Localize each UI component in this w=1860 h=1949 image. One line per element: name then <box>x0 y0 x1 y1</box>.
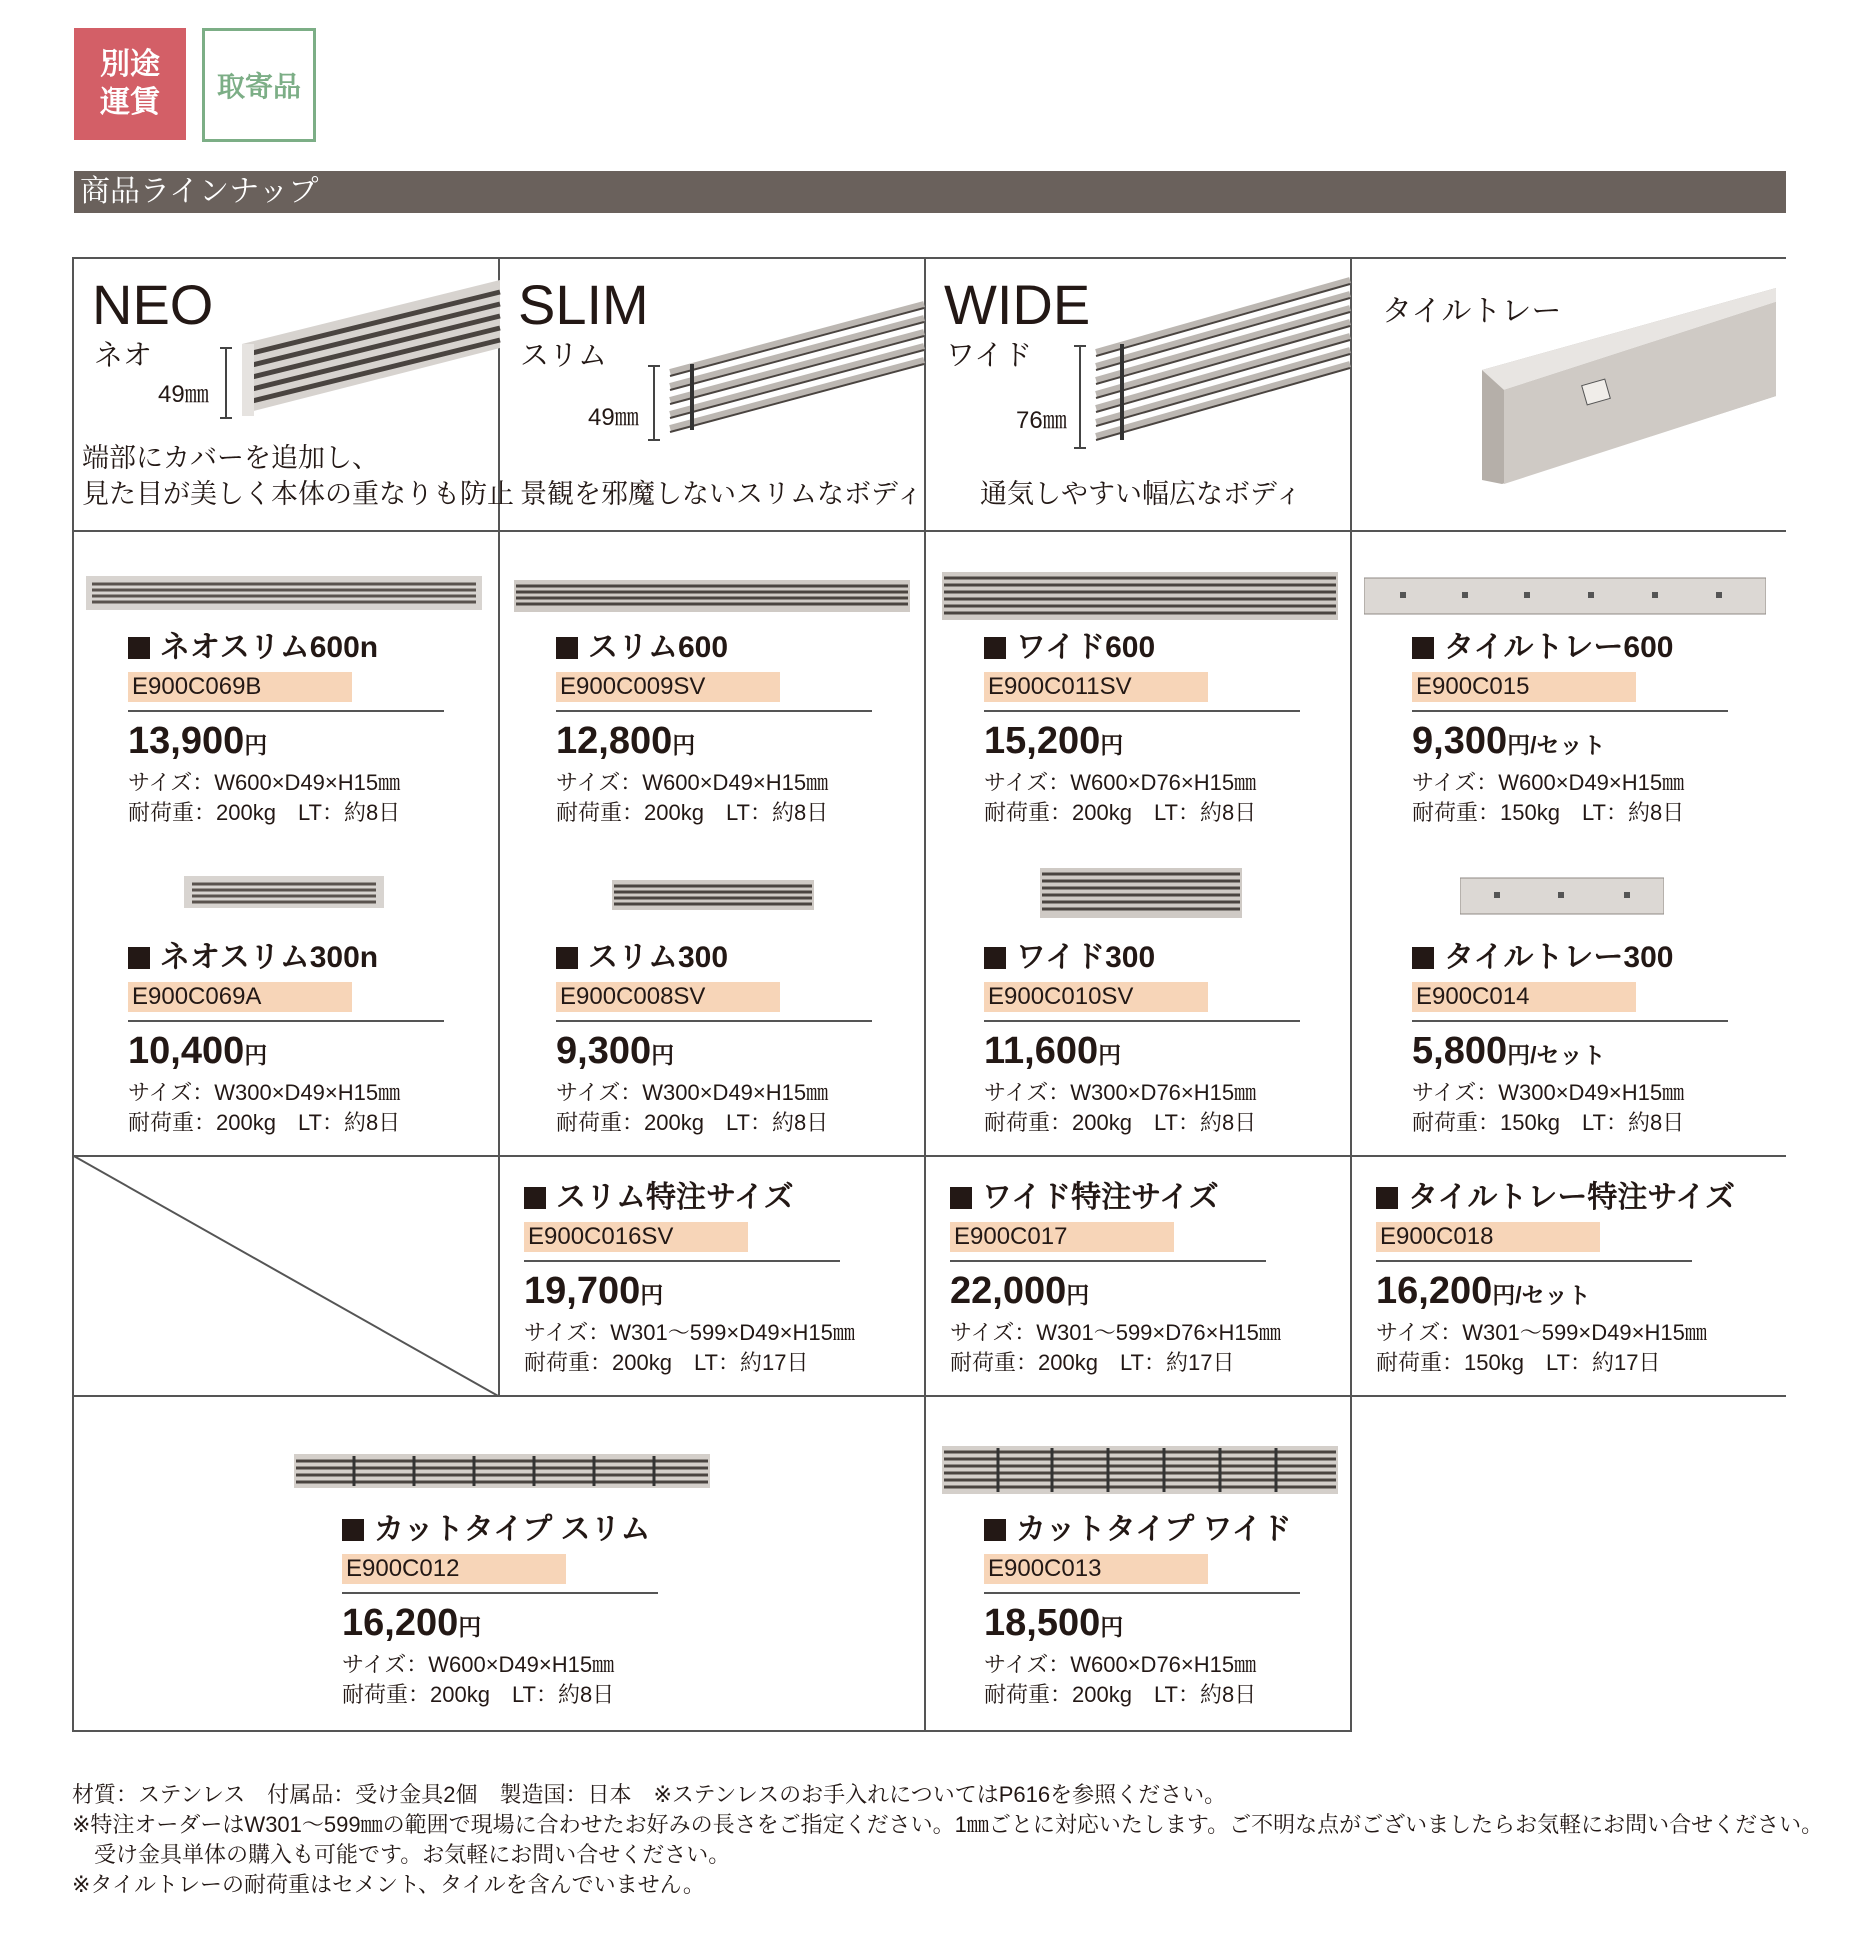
product-price <box>556 1028 876 1078</box>
product-load: 耐荷重：200kg LT：約8日 <box>556 800 829 825</box>
product-cut-wide <box>984 1510 1304 1710</box>
slim-grating-image <box>642 280 926 450</box>
product-name-text: スリム600 <box>588 631 729 664</box>
price-unit: 円 <box>1507 732 1531 758</box>
product-name <box>342 1510 662 1550</box>
product-wide-300 <box>984 938 1304 1138</box>
table-rule <box>924 257 926 1732</box>
product-image <box>1460 876 1664 916</box>
price-value: 22,000 <box>950 1270 1067 1312</box>
footnote-line: ※タイルトレーの耐荷重はセメント、タイルを含んでいません。 <box>72 1872 705 1897</box>
divider <box>984 1592 1300 1594</box>
table-rule <box>72 257 1786 259</box>
product-load: 耐荷重：200kg LT：約8日 <box>128 1110 401 1135</box>
separate-freight-badge <box>74 28 186 140</box>
product-price <box>556 718 876 768</box>
product-size: サイズ：W300×D76×H15㎜ <box>984 1080 1257 1105</box>
product-name-text: タイルトレー300 <box>1444 941 1674 974</box>
price-unit: 円 <box>1098 1042 1122 1068</box>
divider <box>556 710 872 712</box>
price-value: 13,900 <box>128 720 245 762</box>
product-load: 耐荷重：150kg LT：約8日 <box>1412 1110 1685 1135</box>
product-slim-300 <box>556 938 876 1138</box>
price-value: 15,200 <box>984 720 1101 762</box>
product-load: 耐荷重：200kg LT：約8日 <box>128 800 401 825</box>
product-code: E900C017 <box>950 1222 1174 1252</box>
product-name <box>128 938 448 978</box>
order-item-badge: 取寄品 <box>202 28 316 142</box>
product-price <box>128 718 448 768</box>
product-load: 耐荷重：200kg LT：約17日 <box>524 1350 809 1375</box>
bullet-square-icon <box>128 947 150 969</box>
price-unit: 円 <box>458 1614 482 1640</box>
product-image <box>294 1452 710 1490</box>
table-rule <box>72 530 1786 532</box>
price-unit: 円 <box>640 1282 664 1308</box>
product-name-text: ワイド300 <box>1016 941 1156 974</box>
badge-line-1: 別途 <box>100 48 160 81</box>
product-tile-tray-custom <box>1376 1178 1735 1378</box>
divider <box>1412 1020 1728 1022</box>
product-price <box>524 1268 844 1318</box>
product-image <box>1040 866 1242 920</box>
price-value: 19,700 <box>524 1270 641 1312</box>
divider <box>984 710 1300 712</box>
product-code: E900C013 <box>984 1554 1208 1584</box>
product-name-text: スリム300 <box>588 941 729 974</box>
product-size: サイズ：W600×D49×H15㎜ <box>1412 770 1685 795</box>
product-price <box>1412 1028 1732 1078</box>
price-unit: 円 <box>244 732 268 758</box>
product-price <box>1376 1268 1696 1318</box>
neo-grating-image <box>212 278 502 428</box>
product-code: E900C009SV <box>556 672 780 702</box>
table-rule <box>1350 257 1352 1732</box>
bullet-square-icon <box>524 1187 546 1209</box>
divider <box>128 710 444 712</box>
product-name-text: ネオスリム600n <box>160 631 379 664</box>
price-unit: 円 <box>1507 1042 1531 1068</box>
price-value: 16,200 <box>1376 1270 1493 1312</box>
price-unit-suffix: /セット <box>1530 732 1606 758</box>
product-name <box>524 1178 844 1218</box>
price-value: 12,800 <box>556 720 673 762</box>
product-size: サイズ：W301～599×D49×H15㎜ <box>524 1320 855 1345</box>
price-value: 11,600 <box>984 1030 1099 1072</box>
divider <box>128 1020 444 1022</box>
product-size: サイズ：W300×D49×H15㎜ <box>1412 1080 1685 1105</box>
bullet-square-icon <box>1412 947 1434 969</box>
product-code: E900C069B <box>128 672 352 702</box>
product-code: E900C012 <box>342 1554 566 1584</box>
bullet-square-icon <box>342 1519 364 1541</box>
series-sub-neo: ネオ <box>94 340 153 372</box>
product-load: 耐荷重：200kg LT：約8日 <box>984 1682 1257 1707</box>
price-value: 9,300 <box>1412 720 1508 762</box>
product-neo-slim-300n <box>128 938 448 1138</box>
series-title-neo: NEO <box>92 273 214 336</box>
product-cut-slim <box>342 1510 662 1710</box>
product-image <box>514 578 910 614</box>
divider <box>1376 1260 1692 1262</box>
product-size: サイズ：W300×D49×H15㎜ <box>128 1080 401 1105</box>
dimension-label: 49㎜ <box>158 381 209 408</box>
dimension-label: 76㎜ <box>1016 407 1067 434</box>
product-size: サイズ：W600×D49×H15㎜ <box>342 1652 615 1677</box>
product-load: 耐荷重：200kg LT：約8日 <box>984 800 1257 825</box>
product-code: E900C010SV <box>984 982 1208 1012</box>
price-unit: 円 <box>651 1042 675 1068</box>
series-title-wide: WIDE <box>944 273 1091 336</box>
divider <box>342 1592 658 1594</box>
price-unit: 円 <box>1100 732 1124 758</box>
price-unit-suffix: /セット <box>1515 1282 1591 1308</box>
price-unit-suffix: /セット <box>1530 1042 1606 1068</box>
product-size: サイズ：W600×D76×H15㎜ <box>984 1652 1257 1677</box>
product-name <box>1412 628 1732 668</box>
series-title-slim: SLIM <box>518 273 649 336</box>
product-size: サイズ：W600×D76×H15㎜ <box>984 770 1257 795</box>
product-code: E900C015 <box>1412 672 1636 702</box>
neo-description <box>82 440 514 512</box>
price-unit: 円 <box>1100 1614 1124 1640</box>
price-value: 16,200 <box>342 1602 459 1644</box>
product-name <box>556 938 876 978</box>
price-unit: 円 <box>1066 1282 1090 1308</box>
product-name <box>1376 1178 1735 1218</box>
product-code: E900C069A <box>128 982 352 1012</box>
bullet-square-icon <box>950 1187 972 1209</box>
product-price <box>984 718 1304 768</box>
product-load: 耐荷重：200kg LT：約8日 <box>984 1110 1257 1135</box>
dimension-label: 49㎜ <box>588 404 639 431</box>
product-image <box>612 878 814 912</box>
product-name-text: タイルトレー600 <box>1444 631 1674 664</box>
product-size: サイズ：W600×D49×H15㎜ <box>556 770 829 795</box>
price-unit: 円 <box>244 1042 268 1068</box>
product-tile-tray-300 <box>1412 938 1732 1138</box>
series-sub-slim: スリム <box>520 340 608 372</box>
product-image <box>184 874 384 910</box>
product-name <box>128 628 448 668</box>
product-code: E900C011SV <box>984 672 1208 702</box>
product-load: 耐荷重：150kg LT：約8日 <box>1412 800 1685 825</box>
bullet-square-icon <box>556 947 578 969</box>
table-rule <box>72 257 74 1732</box>
product-name-text: ネオスリム300n <box>160 941 379 974</box>
product-size: サイズ：W600×D49×H15㎜ <box>128 770 401 795</box>
product-load: 耐荷重：200kg LT：約17日 <box>950 1350 1235 1375</box>
product-code: E900C008SV <box>556 982 780 1012</box>
price-value: 5,800 <box>1412 1030 1508 1072</box>
product-price <box>984 1600 1304 1650</box>
product-image <box>942 1444 1338 1496</box>
slim-description: 景観を邪魔しないスリムなボディ <box>520 479 923 509</box>
product-size: サイズ：W300×D49×H15㎜ <box>556 1080 829 1105</box>
product-name <box>984 628 1304 668</box>
divider <box>950 1260 1266 1262</box>
footnote-line: 受け金具単体の購入も可能です。お気軽にお問い合せください。 <box>72 1842 731 1867</box>
product-price <box>128 1028 448 1078</box>
price-unit: 円 <box>672 732 696 758</box>
product-wide-custom <box>950 1178 1281 1378</box>
divider <box>1412 710 1728 712</box>
product-size: サイズ：W301～599×D76×H15㎜ <box>950 1320 1281 1345</box>
product-name <box>1412 938 1732 978</box>
footnotes <box>72 1780 1823 1900</box>
product-name-text: タイルトレー特注サイズ <box>1408 1181 1735 1214</box>
bullet-square-icon <box>984 1519 1006 1541</box>
wide-grating-image <box>1068 270 1352 460</box>
product-neo-slim-600n <box>128 628 448 828</box>
product-name-text: ワイド特注サイズ <box>982 1181 1219 1214</box>
description-line: 見た目が美しく本体の重なりも防止 <box>82 479 514 509</box>
price-value: 9,300 <box>556 1030 652 1072</box>
product-code: E900C018 <box>1376 1222 1600 1252</box>
product-image <box>86 574 482 612</box>
product-load: 耐荷重：150kg LT：約17日 <box>1376 1350 1661 1375</box>
product-price <box>1412 718 1732 768</box>
divider <box>556 1020 872 1022</box>
divider <box>524 1260 840 1262</box>
product-image <box>942 570 1338 622</box>
bullet-square-icon <box>984 637 1006 659</box>
price-value: 18,500 <box>984 1602 1101 1644</box>
wide-description: 通気しやすい幅広なボディ <box>980 479 1302 509</box>
product-price <box>984 1028 1304 1078</box>
product-image <box>1364 576 1766 616</box>
product-name-text: スリム特注サイズ <box>556 1181 794 1214</box>
price-value: 10,400 <box>128 1030 245 1072</box>
product-load: 耐荷重：200kg LT：約8日 <box>342 1682 615 1707</box>
product-name-text: ワイド600 <box>1016 631 1156 664</box>
product-wide-600 <box>984 628 1304 828</box>
product-name <box>950 1178 1270 1218</box>
product-size: サイズ：W301～599×D49×H15㎜ <box>1376 1320 1707 1345</box>
series-title-tile-tray: タイルトレー <box>1382 295 1562 328</box>
product-name <box>556 628 876 668</box>
product-tile-tray-600 <box>1412 628 1732 828</box>
tile-tray-image <box>1480 284 1780 494</box>
description-line: 端部にカバーを追加し、 <box>82 443 379 473</box>
product-load: 耐荷重：200kg LT：約8日 <box>556 1110 829 1135</box>
bullet-square-icon <box>984 947 1006 969</box>
divider <box>984 1020 1300 1022</box>
product-code: E900C014 <box>1412 982 1636 1012</box>
empty-cell-diagonal <box>72 1155 500 1397</box>
product-name <box>984 938 1304 978</box>
table-rule <box>72 1730 1350 1732</box>
footnote-line: ※特注オーダーはW301～599㎜の範囲で現場に合わせたお好みの長さをご指定ください。1㎜ごとに対応いたします。ご不明な点がございましたらお気軽にお問い合せください。 <box>72 1812 1824 1837</box>
bullet-square-icon <box>128 637 150 659</box>
bullet-square-icon <box>1412 637 1434 659</box>
badge-line-2: 運賃 <box>100 86 160 119</box>
section-title: 商品ラインナップ <box>74 171 1786 213</box>
series-sub-wide: ワイド <box>946 340 1033 372</box>
product-slim-custom <box>524 1178 855 1378</box>
product-name-text: カットタイプ スリム <box>374 1513 651 1546</box>
price-unit: 円 <box>1492 1282 1516 1308</box>
bullet-square-icon <box>556 637 578 659</box>
product-name-text: カットタイプ ワイド <box>1016 1513 1292 1546</box>
product-price <box>950 1268 1270 1318</box>
product-slim-600 <box>556 628 876 828</box>
product-price <box>342 1600 662 1650</box>
bullet-square-icon <box>1376 1187 1398 1209</box>
product-code: E900C016SV <box>524 1222 748 1252</box>
footnote-line: 材質：ステンレス 付属品：受け金具2個 製造国：日本 ※ステンレスのお手入れについてはP616を参照ください。 <box>72 1782 1227 1807</box>
product-name <box>984 1510 1304 1550</box>
